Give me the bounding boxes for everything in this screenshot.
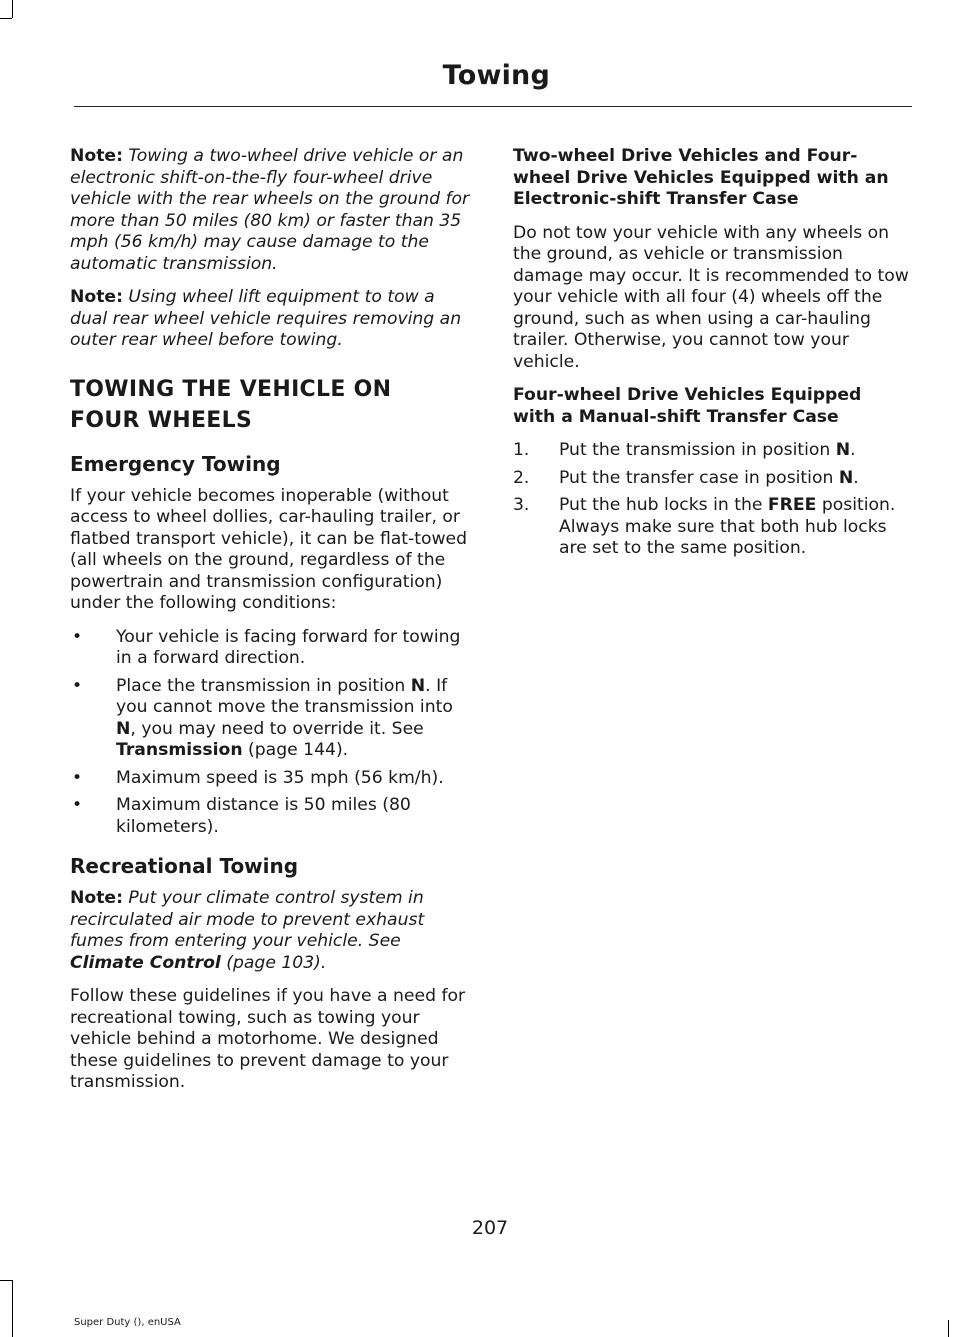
manual-shift-heading: Four-wheel Drive Vehicles Equipped with a Manual-shift Transfer Case xyxy=(513,385,862,427)
list-item: • Maximum distance is 50 miles (80 kilometers). xyxy=(72,795,411,837)
list-item: • Your vehicle is facing forward for towing in a forward direction. xyxy=(72,626,461,668)
note-automatic-transmission: Note: Towing a two-wheel drive vehicle or an electronic shift-on-the-fly four-wheel drive vehicle with the rear wheels on the ground for more than 50 miles (80 km) or faster than 35 mph (56 km/h) may cause damage to the automatic transmission. xyxy=(70,146,470,274)
conditions-list xyxy=(70,627,474,839)
right-column xyxy=(513,146,909,572)
recreational-towing-heading: Recreational Towing xyxy=(70,854,299,878)
list-item: • Place the transmission in position N. If you cannot move the transmission into N, you may need to override it. See Transmission (page 144). xyxy=(72,675,453,760)
climate-control-reference-link[interactable]: Climate Control xyxy=(70,952,221,973)
crop-mark xyxy=(12,1280,13,1337)
left-column xyxy=(70,146,474,1106)
note-wheel-lift: Note: Using wheel lift equipment to tow a dual rear wheel vehicle requires removing an outer rear wheel before towing. xyxy=(70,287,462,350)
section-heading: TOWING THE VEHICLE ON FOUR WHEELS xyxy=(70,376,392,433)
header-divider xyxy=(74,106,912,107)
page-number: 207 xyxy=(471,1217,509,1239)
list-item: 2. Put the transfer case in position N. xyxy=(513,467,859,488)
two-wheel-heading: Two-wheel Drive Vehicles and Four-wheel Drive Vehicles Equipped with an Electronic-shift Transfer Case xyxy=(513,146,889,209)
emergency-intro: If your vehicle becomes inoperable (without access to wheel dollies, car-hauling trailer, or flatbed transport vehicle), it can be flat-towed (all wheels on the ground, regardless of the powertrain and transmission configuration) under the following conditions: xyxy=(70,485,468,613)
crop-mark xyxy=(0,18,12,19)
two-wheel-body: Do not tow your vehicle with any wheels on the ground, as vehicle or transmission damage may occur. It is recommended to tow your vehicle with all four (4) wheels off the ground, such as when using a car-hauling trailer. Otherwise, you cannot tow your vehicle. xyxy=(513,222,909,372)
crop-mark xyxy=(948,1320,949,1337)
footer-text: Super Duty (), enUSA xyxy=(74,1317,181,1328)
list-item: 1. Put the transmission in position N. xyxy=(513,440,856,460)
transmission-reference-link[interactable]: Transmission xyxy=(116,740,243,760)
emergency-towing-heading: Emergency Towing xyxy=(70,451,281,476)
steps-list xyxy=(513,440,909,560)
recreational-body: Follow these guidelines if you have a need for recreational towing, such as towing your vehicle behind a motorhome. We designed these guidelines to prevent damage to your transmission. xyxy=(70,986,466,1092)
crop-mark xyxy=(12,0,13,18)
crop-mark xyxy=(0,1280,12,1281)
list-item: • Maximum speed is 35 mph (56 km/h). xyxy=(72,767,444,788)
list-item: 3. Put the hub locks in the FREE position. Always make sure that both hub locks are set to the same position. xyxy=(513,495,896,558)
page-title: Towing xyxy=(442,60,550,91)
note-climate-control: Note: Put your climate control system in recirculated air mode to prevent exhaust fumes from entering your vehicle. See Climate Control (page 103). xyxy=(70,888,425,973)
